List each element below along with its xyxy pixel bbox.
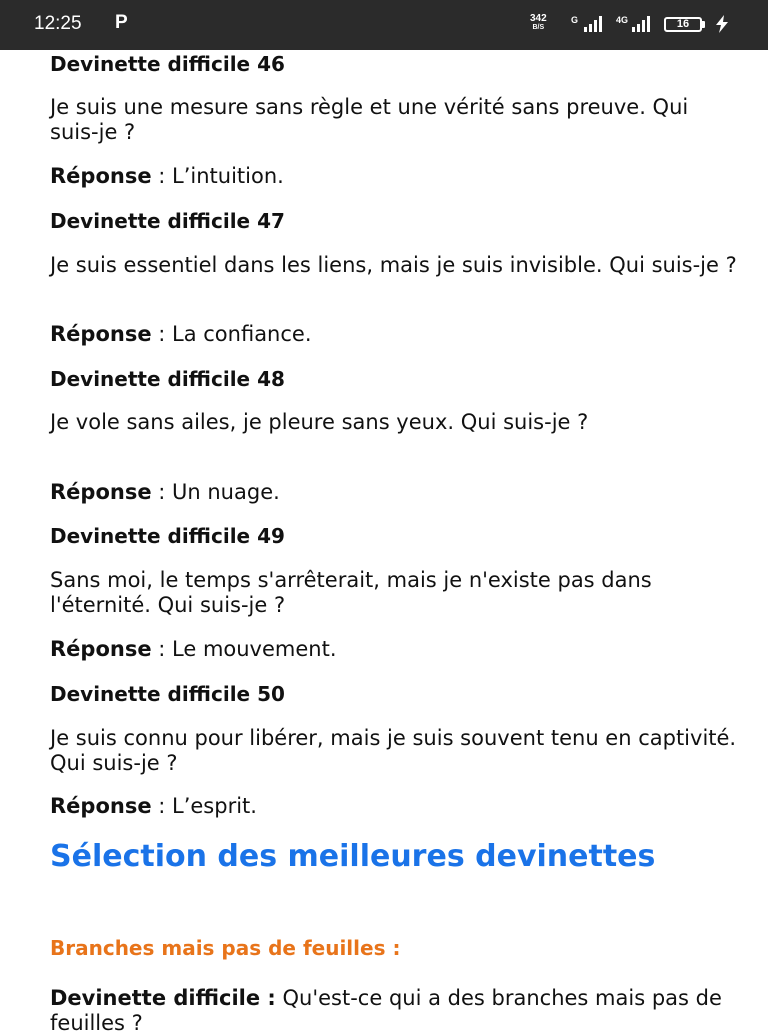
- riddle-answer: [50, 322, 312, 346]
- answer-text: L’intuition.: [172, 164, 284, 188]
- answer-label: Réponse: [50, 794, 152, 818]
- riddle-answer: [50, 480, 280, 504]
- battery-level: 16: [676, 18, 690, 30]
- answer-text: Un nuage.: [172, 480, 280, 504]
- answer-separator: :: [151, 794, 173, 818]
- section-title: Sélection des meilleures devinettes: [50, 839, 656, 874]
- network-speed-value: 342: [530, 13, 547, 24]
- answer-label: Réponse: [50, 164, 152, 188]
- bottom-riddle-label: Devinette difficile :: [50, 986, 276, 1010]
- battery-icon: [664, 17, 702, 32]
- riddle-answer: [50, 637, 337, 661]
- answer-separator: :: [151, 480, 173, 504]
- riddle-title: Devinette difficile 46: [50, 52, 285, 76]
- riddle-question: Sans moi, le temps s'arrêterait, mais je n'existe pas dans l'éternité. Qui suis-je ?: [50, 568, 652, 617]
- status-time: 12:25: [34, 13, 82, 34]
- section-subtitle: Branches mais pas de feuilles :: [50, 936, 401, 960]
- riddle-question: Je suis une mesure sans règle et une vérité sans preuve. Qui suis-je ?: [50, 95, 689, 144]
- network-4g-label: 4G: [616, 15, 629, 25]
- network-speed-unit: B/S: [532, 24, 545, 31]
- battery-tip: [702, 21, 705, 28]
- answer-separator: :: [151, 322, 173, 346]
- signal-strength-icon: [582, 15, 608, 33]
- notification-p-icon: P: [115, 12, 128, 33]
- bottom-riddle: [50, 986, 740, 1036]
- riddle-answer: [50, 794, 257, 818]
- answer-text: Le mouvement.: [172, 637, 337, 661]
- riddle-question: Je vole sans ailes, je pleure sans yeux. Qui suis-je ?: [50, 410, 589, 434]
- riddle-title: Devinette difficile 50: [50, 682, 285, 706]
- answer-text: L’esprit.: [172, 794, 257, 818]
- network-g-label: G: [571, 15, 579, 25]
- signal-strength-2-icon: [630, 15, 656, 33]
- riddle-question: Je suis essentiel dans les liens, mais je suis invisible. Qui suis-je ?: [50, 253, 737, 277]
- riddle-title: Devinette difficile 47: [50, 209, 285, 233]
- answer-text: La confiance.: [172, 322, 312, 346]
- status-bar: [0, 0, 768, 50]
- answer-separator: :: [151, 637, 173, 661]
- riddle-question: Je suis connu pour libérer, mais je suis souvent tenu en captivité. Qui suis-je ?: [50, 726, 737, 775]
- answer-label: Réponse: [50, 322, 152, 346]
- answer-separator: :: [151, 164, 173, 188]
- answer-label: Réponse: [50, 480, 152, 504]
- riddle-title: Devinette difficile 48: [50, 367, 285, 391]
- charging-bolt-icon: [712, 14, 732, 34]
- riddle-answer: [50, 164, 284, 188]
- bottom-riddle-text: Qu'est-ce qui a des branches mais pas de feuilles ?: [50, 986, 722, 1035]
- riddle-title: Devinette difficile 49: [50, 524, 285, 548]
- network-speed: [530, 14, 547, 32]
- answer-label: Réponse: [50, 637, 152, 661]
